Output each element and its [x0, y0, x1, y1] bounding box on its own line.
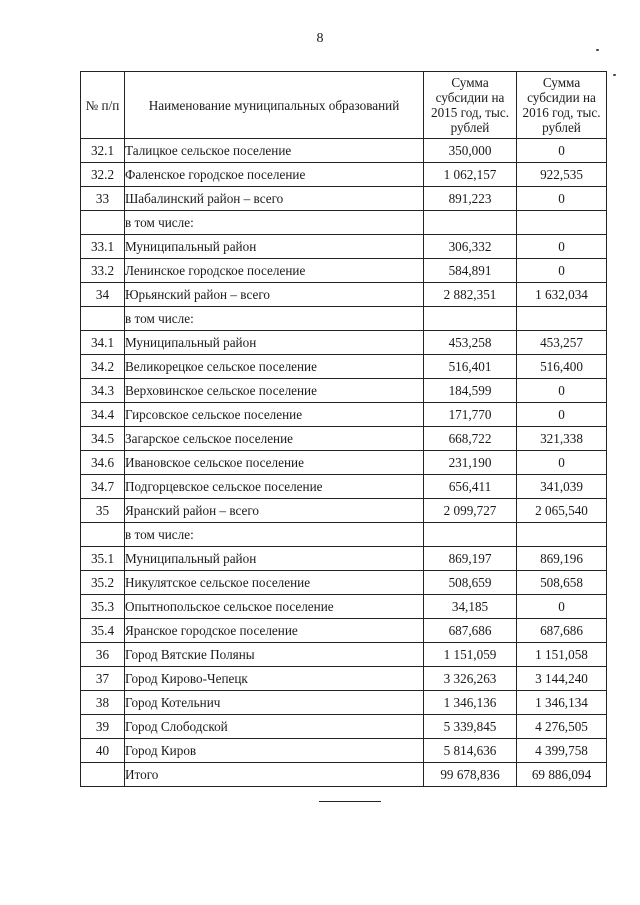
table-row — [81, 595, 607, 619]
page-number: 8 — [316, 31, 324, 46]
row-sum-2015-cell: 891,223 — [424, 187, 517, 211]
scan-mark — [596, 49, 599, 51]
table-row — [81, 619, 607, 643]
row-number-cell: 35.3 — [81, 595, 125, 619]
row-sum-2015-cell: 1 346,136 — [424, 691, 517, 715]
row-sum-2015-cell: 453,258 — [424, 331, 517, 355]
row-name-cell: Шабалинский район – всего — [125, 187, 424, 211]
row-number-cell: 35.1 — [81, 547, 125, 571]
row-sum-2015-cell — [424, 211, 517, 235]
table-row — [81, 739, 607, 763]
row-sum-2015-cell: 306,332 — [424, 235, 517, 259]
row-number-cell — [81, 763, 125, 787]
row-number-cell: 33.1 — [81, 235, 125, 259]
row-sum-2016-cell — [517, 211, 607, 235]
row-sum-2015-cell: 656,411 — [424, 475, 517, 499]
table-row — [81, 715, 607, 739]
row-sum-2016-cell: 687,686 — [517, 619, 607, 643]
table-row — [81, 763, 607, 787]
row-sum-2016-cell: 3 144,240 — [517, 667, 607, 691]
subsidy-table — [80, 71, 607, 787]
end-rule — [319, 801, 381, 802]
row-sum-2016-cell: 4 276,505 — [517, 715, 607, 739]
row-sum-2015-cell: 171,770 — [424, 403, 517, 427]
row-sum-2016-cell: 516,400 — [517, 355, 607, 379]
header-name: Наименование муниципальных образований — [125, 72, 424, 139]
row-name-cell: Ивановское сельское поселение — [125, 451, 424, 475]
row-name-cell: в том числе: — [125, 307, 424, 331]
row-sum-2015-cell: 2 099,727 — [424, 499, 517, 523]
row-sum-2016-cell: 1 151,058 — [517, 643, 607, 667]
row-sum-2015-cell: 3 326,263 — [424, 667, 517, 691]
row-sum-2015-cell: 231,190 — [424, 451, 517, 475]
scan-mark — [613, 74, 616, 76]
row-name-cell: Муниципальный район — [125, 547, 424, 571]
table-header-row — [81, 72, 607, 139]
row-number-cell: 34.2 — [81, 355, 125, 379]
table-body — [81, 139, 607, 787]
row-sum-2016-cell: 1 346,134 — [517, 691, 607, 715]
row-sum-2016-cell: 0 — [517, 139, 607, 163]
table-row — [81, 211, 607, 235]
row-sum-2015-cell: 687,686 — [424, 619, 517, 643]
row-sum-2015-cell: 1 062,157 — [424, 163, 517, 187]
table-row — [81, 163, 607, 187]
row-number-cell: 35.2 — [81, 571, 125, 595]
row-sum-2015-cell: 668,722 — [424, 427, 517, 451]
row-name-cell: Город Кирово-Чепецк — [125, 667, 424, 691]
row-number-cell: 33.2 — [81, 259, 125, 283]
row-sum-2016-cell: 0 — [517, 235, 607, 259]
row-number-cell: 34.7 — [81, 475, 125, 499]
table-row — [81, 355, 607, 379]
row-sum-2016-cell: 0 — [517, 595, 607, 619]
row-sum-2016-cell — [517, 307, 607, 331]
row-sum-2016-cell: 0 — [517, 259, 607, 283]
row-sum-2016-cell: 0 — [517, 403, 607, 427]
row-sum-2016-cell: 0 — [517, 187, 607, 211]
row-name-cell: Опытнопольское сельское поселение — [125, 595, 424, 619]
row-sum-2015-cell: 350,000 — [424, 139, 517, 163]
row-sum-2016-cell: 869,196 — [517, 547, 607, 571]
row-sum-2016-cell: 4 399,758 — [517, 739, 607, 763]
row-number-cell: 32.2 — [81, 163, 125, 187]
table-row — [81, 667, 607, 691]
row-number-cell: 33 — [81, 187, 125, 211]
table-row — [81, 499, 607, 523]
table-row — [81, 331, 607, 355]
row-name-cell: Муниципальный район — [125, 235, 424, 259]
row-sum-2015-cell: 2 882,351 — [424, 283, 517, 307]
row-sum-2016-cell: 508,658 — [517, 571, 607, 595]
row-number-cell: 34.4 — [81, 403, 125, 427]
table-row — [81, 235, 607, 259]
row-number-cell: 34.6 — [81, 451, 125, 475]
row-name-cell: Город Вятские Поляны — [125, 643, 424, 667]
row-name-cell: Город Киров — [125, 739, 424, 763]
row-number-cell: 40 — [81, 739, 125, 763]
row-number-cell: 34.1 — [81, 331, 125, 355]
row-name-cell: Подгорцевское сельское поселение — [125, 475, 424, 499]
row-number-cell — [81, 523, 125, 547]
row-number-cell: 32.1 — [81, 139, 125, 163]
row-name-cell: Фаленское городское поселение — [125, 163, 424, 187]
row-name-cell: Гирсовское сельское поселение — [125, 403, 424, 427]
row-name-cell: Загарское сельское поселение — [125, 427, 424, 451]
table-row — [81, 259, 607, 283]
row-sum-2015-cell: 5 339,845 — [424, 715, 517, 739]
header-sum-2015: Сумма субсидии на 2015 год, тыс. рублей — [424, 72, 517, 139]
row-name-cell: Итого — [125, 763, 424, 787]
row-sum-2016-cell: 453,257 — [517, 331, 607, 355]
row-sum-2016-cell: 922,535 — [517, 163, 607, 187]
row-number-cell: 34 — [81, 283, 125, 307]
row-name-cell: Яранское городское поселение — [125, 619, 424, 643]
row-number-cell: 37 — [81, 667, 125, 691]
header-num: № п/п — [81, 72, 125, 139]
row-sum-2015-cell: 516,401 — [424, 355, 517, 379]
row-name-cell: Муниципальный район — [125, 331, 424, 355]
table-row — [81, 451, 607, 475]
table-row — [81, 379, 607, 403]
row-name-cell: Яранский район – всего — [125, 499, 424, 523]
row-sum-2015-cell — [424, 523, 517, 547]
row-number-cell: 35 — [81, 499, 125, 523]
row-sum-2016-cell: 69 886,094 — [517, 763, 607, 787]
table-row — [81, 427, 607, 451]
row-sum-2015-cell: 584,891 — [424, 259, 517, 283]
row-sum-2015-cell: 1 151,059 — [424, 643, 517, 667]
row-name-cell: Никулятское сельское поселение — [125, 571, 424, 595]
row-number-cell: 36 — [81, 643, 125, 667]
header-sum-2016: Сумма субсидии на 2016 год, тыс. рублей — [517, 72, 607, 139]
row-sum-2016-cell: 321,338 — [517, 427, 607, 451]
table-row — [81, 403, 607, 427]
row-sum-2016-cell: 0 — [517, 379, 607, 403]
row-number-cell — [81, 307, 125, 331]
row-sum-2016-cell: 2 065,540 — [517, 499, 607, 523]
row-number-cell: 35.4 — [81, 619, 125, 643]
row-sum-2015-cell: 99 678,836 — [424, 763, 517, 787]
row-name-cell: Верховинское сельское поселение — [125, 379, 424, 403]
row-sum-2016-cell — [517, 523, 607, 547]
row-sum-2015-cell: 184,599 — [424, 379, 517, 403]
table-row — [81, 523, 607, 547]
row-sum-2016-cell: 0 — [517, 451, 607, 475]
table-row — [81, 139, 607, 163]
row-name-cell: Талицкое сельское поселение — [125, 139, 424, 163]
table-row — [81, 307, 607, 331]
row-sum-2016-cell: 1 632,034 — [517, 283, 607, 307]
row-number-cell: 34.5 — [81, 427, 125, 451]
row-name-cell: Юрьянский район – всего — [125, 283, 424, 307]
row-number-cell: 38 — [81, 691, 125, 715]
row-sum-2015-cell — [424, 307, 517, 331]
row-sum-2015-cell: 34,185 — [424, 595, 517, 619]
row-sum-2015-cell: 508,659 — [424, 571, 517, 595]
table-row — [81, 547, 607, 571]
row-name-cell: Город Котельнич — [125, 691, 424, 715]
row-sum-2016-cell: 341,039 — [517, 475, 607, 499]
table-row — [81, 475, 607, 499]
row-name-cell: Город Слободской — [125, 715, 424, 739]
table-row — [81, 643, 607, 667]
row-sum-2015-cell: 869,197 — [424, 547, 517, 571]
table-row — [81, 571, 607, 595]
row-number-cell: 39 — [81, 715, 125, 739]
row-number-cell: 34.3 — [81, 379, 125, 403]
row-number-cell — [81, 211, 125, 235]
row-name-cell: в том числе: — [125, 211, 424, 235]
row-name-cell: Ленинское городское поселение — [125, 259, 424, 283]
table-row — [81, 691, 607, 715]
table-row — [81, 283, 607, 307]
row-sum-2015-cell: 5 814,636 — [424, 739, 517, 763]
row-name-cell: Великорецкое сельское поселение — [125, 355, 424, 379]
row-name-cell: в том числе: — [125, 523, 424, 547]
table-row — [81, 187, 607, 211]
